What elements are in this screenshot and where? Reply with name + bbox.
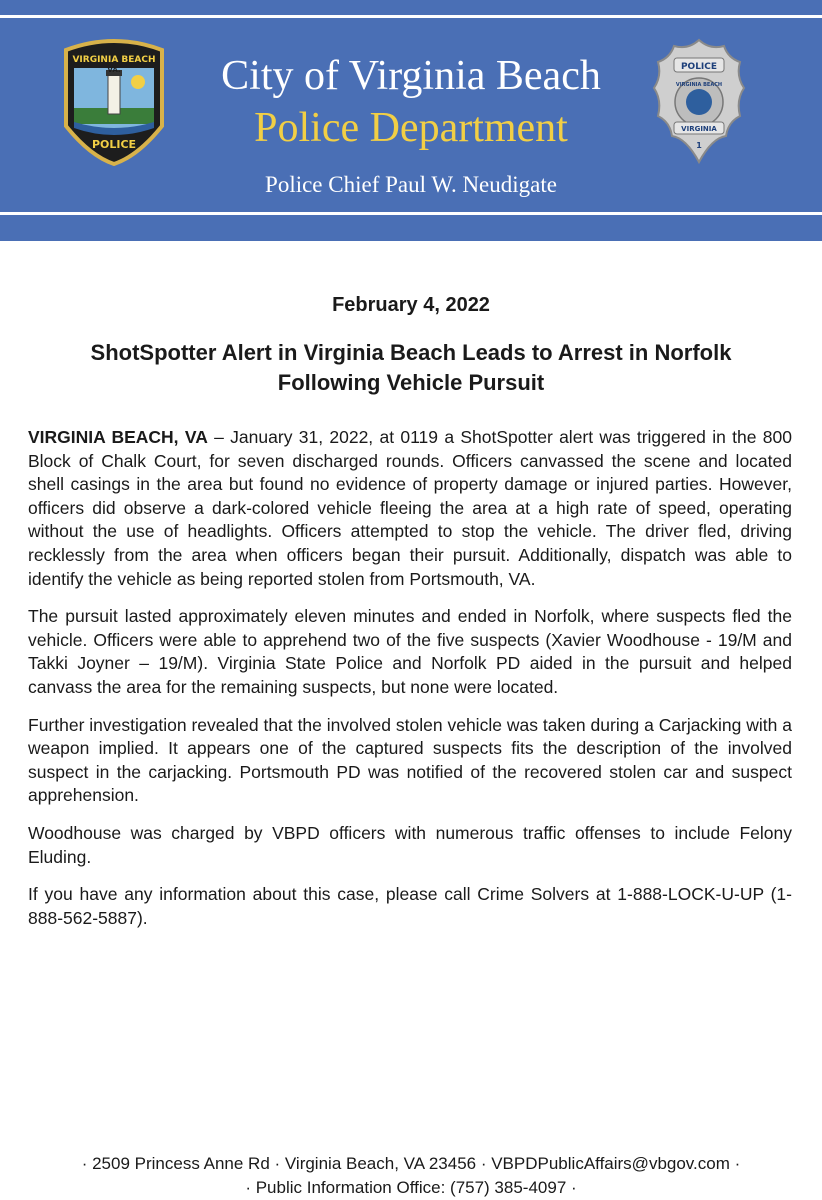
paragraph-3: Further investigation revealed that the involved stolen vehicle was taken during a Carjacking with a weapon implied. It appears one of the captured suspects fits the description of the involved suspect in the carjacking. Portsmouth PD was notified of the recovered stolen car and suspect apprehension.	[28, 714, 792, 806]
banner-bottom-rule	[0, 212, 822, 215]
badge-number: 1	[696, 141, 702, 150]
headline-line-2: Following Vehicle Pursuit	[277, 370, 545, 395]
footer-phone-line: · Public Information Office: (757) 385-4097 ·	[245, 1178, 577, 1197]
badge-text-mid: VIRGINIA BEACH	[675, 82, 723, 88]
release-date: February 4, 2022	[332, 294, 490, 316]
paragraph-4: Woodhouse was charged by VBPD officers with numerous traffic offenses to include Felony Eluding.	[28, 822, 792, 867]
badge-text-top: POLICE	[680, 62, 718, 72]
patch-text-bottom: POLICE	[91, 138, 137, 151]
header-banner	[0, 0, 822, 241]
footer-address-line: · 2509 Princess Anne Rd · Virginia Beach, VA 23456 · VBPDPublicAffairs@vbgov.com ·	[81, 1154, 741, 1173]
header-title-city: City of Virginia Beach	[221, 53, 601, 99]
paragraph-2: The pursuit lasted approximately eleven minutes and ended in Norfolk, where suspects fled the vehicle. Officers were able to apprehend two of the five suspects (Xavier Woodhouse - 19/M and Takki Joyner – 19/M). Virginia State Police and Norfolk PD aided in the pursuit and helped canvass the area for the remaining suspects, but none were located.	[28, 606, 792, 697]
badge-text-bottom: VIRGINIA	[681, 125, 717, 133]
paragraph-5: If you have any information about this case, please call Crime Solvers at 1-888-LOCK-U-UP (1-888-562-5887).	[28, 884, 792, 928]
dateline: VIRGINIA BEACH, VA	[28, 427, 208, 447]
release-body	[28, 426, 792, 944]
headline-line-1: ShotSpotter Alert in Virginia Beach Leads to Arrest in Norfolk	[90, 340, 732, 365]
paragraph-1	[28, 426, 792, 591]
police-badge-logo	[650, 36, 748, 166]
footer-contact	[0, 1152, 822, 1200]
patch-text-top: VIRGINIA BEACH	[72, 55, 156, 65]
release-headline	[60, 338, 762, 398]
paragraph-1-text: – January 31, 2022, at 0119 a ShotSpotter alert was triggered in the 800 Block of Chalk Court, for seven discharged rounds. Officers canvassed the scene and located shell casings in the area but found no evidence of property damage or injured parties. However, officers did observe a dark-colored vehicle fleeing the area at a high rate of speed, operating without the use of headlights. Officers attempted to stop the vehicle. The driver fled, driving recklessly from the area when officers began their pursuit. Additionally, dispatch was able to identify the vehicle as being reported stolen from Portsmouth, VA.	[28, 427, 792, 589]
patch-text-va: VA.	[107, 66, 121, 74]
banner-top-rule	[0, 15, 822, 18]
header-title-department: Police Department	[254, 105, 568, 151]
header-chief-name: Police Chief Paul W. Neudigate	[265, 172, 557, 197]
